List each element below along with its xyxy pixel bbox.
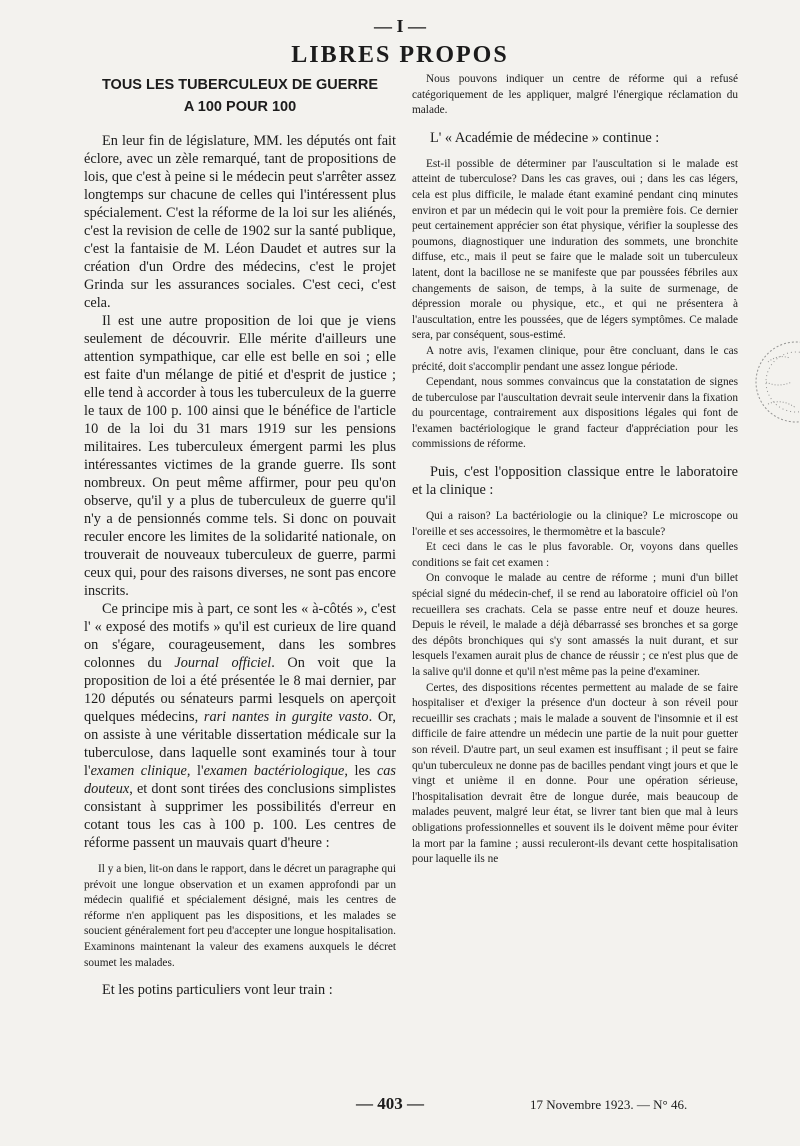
- right-quote-3: A notre avis, l'examen clinique, pour être concluant, dans le cas précité, doit s'accomplir pendant une assez longue période.: [412, 344, 738, 373]
- p3-text-a: Ce principe mis à part, ce sont les « à-côtés », c'est l' « exposé des motifs » qu'il est curieux de lire quand on s'égare, courageusement, dans les sombres colonnes du: [84, 601, 396, 671]
- p3-examen-clinique: examen clinique: [90, 763, 187, 779]
- right-column: [412, 72, 738, 868]
- page-number-top: — I —: [373, 16, 426, 36]
- p3-text-d: , l': [186, 763, 204, 779]
- right-quote-7: On convoque le malade au centre de réforme ; muni d'un billet spécial signé du médecin-chef, il se rend au laboratoire officiel où l'on recueillera ses crachats. Cela se passe entre neuf et douze heures. Depuis le réveil, le malade a déjà débarrassé ses bronches et sa gorge des dépôts bronchiques qui s'y sont amassés la nuit durant, et sur lesquels l'examen aurait plus de chance de réussir ; ce n'est plus que de la salive qu'il donne et qu'il n'est même pas la peine d'examiner.: [412, 572, 738, 678]
- p3-cas-douteux: cas douteux: [84, 763, 396, 797]
- p3-examen-bacteriologique: examen bactériologique: [203, 763, 345, 779]
- p3-journal-officiel: Journal officiel: [174, 655, 272, 671]
- paragraph-2: Il est une autre proposition de loi que je viens seulement de découvrir. Elle mérite d'ailleurs une attention sympathique, car elle est belle en soi ; elle est faite d'un mélange de pitié et d'esprit de justice ; elle tend à accorder à tous les tuberculeux de la guerre le taux de 100 p. 100 ainsi que le bénéfice de l'article 10 de la loi du 31 mars 1919 sur les pensions militaires. Les tuberculeux émergent parmi les plus intéressantes victimes de la grande guerre. Ils sont nombreux. On peut même affirmer, pour peu qu'on observe, qu'il y a plus de tuberculeux de guerre qu'il n'y a de pensionnés comme tels. Si donc on pouvait reculer encore les limites de la solidarité nationale, on trouverait de nouveaux tuberculeux de guerre, parmi ceux qui, pour des raisons diverses, ne sont pas encore inscrits.: [84, 313, 396, 599]
- p3-latin-phrase: rari nantes in gurgite vasto: [203, 709, 369, 725]
- right-quote-2: Est-il possible de déterminer par l'auscultation si le malade est atteint de tuberculose? Dans les cas graves, oui ; dans les cas légers, cela est plus difficile, le malade étant examiné pendant cinq minutes environ et par un médecin qui le voit pour la première fois. Ce dernier peut certainement apprécier son état physique, vérifier la souplesse des poumons, diagnostiquer une induration des sommets, une bronchite diffuse, etc., mais il peut se faire que le malade soit un tuberculeux latent, dont la bacillose ne se manifeste que par poussées fébriles aux changements de saison, de temps, à la suite de surmenage, de dépression morale ou physique, etc., et qui ne présentera à l'auscultation, entre les poussées, que de légers symptômes. Ce malade sera, par conséquent, sous-estimé.: [412, 157, 738, 342]
- paragraph-1: En leur fin de législature, MM. les députés ont fait éclore, avec un zèle remarqué, tant de propositions de lois, que c'est à peine si le médecin peut s'arrêter assez longtemps sur chacune de celles qui l'intéressent plus spécialement. C'est la réforme de la loi sur les aliénés, c'est la revision de celle de 1902 sur la santé publique, c'est la fantaisie de M. Léon Daudet et autres sur la création d'un Ordre des médecins, c'est le projet Grinda sur les assurances sociales. C'est ceci, c'est cela.: [84, 133, 396, 311]
- paragraph-3: [84, 600, 396, 852]
- p3-text-c: . Or, on assiste à une véritable dissertation médicale sur la tuberculose, dans laquelle sont examinés tour à tour l': [84, 709, 396, 779]
- quote-rapport: Il y a bien, lit-on dans le rapport, dans le décret un paragraphe qui prévoit une longue observation et un examen approfondi par un médecin qualifié et spécialement désigné, mais les centres de réforme n'en appliquent pas les dispositions, et les malades se soucient généralement fort peu d'accepter une longue hospitalisation. Examinons maintenant la valeur des examens auxquels le décret soumet les malades.: [84, 863, 396, 969]
- section-title: LIBRES PROPOS: [291, 42, 509, 68]
- right-quote-8: Certes, des dispositions récentes permettent au malade de se faire hospitaliser et d'exiger la présence d'un docteur à son réveil pour recueillir ses crachats ; mais le malade a souvent de l'insomnie et il est difficile de faire attendre un médecin une partie de la nuit pour guetter son réveil. D'autre part, un seul examen est insuffisant ; il peut se faire qu'un tuberculeux ne donne pas de bacilles pendant vingt jours et que le vingt et unième il en donne. Pour une opération sérieuse, l'hospitalisation devrait être de longue durée, mais beaucoup de malades peuvent, malgré leur état, se livrer tant bien que mal à leurs obligations professionnelles et souvent ils le doivent même pour éviter la mort par la famine ; aussi reculeront-ils devant cette hospitalisation pour laquelle ils ne: [412, 681, 738, 866]
- p3-text-e: , les: [344, 763, 377, 779]
- library-stamp-icon: [748, 312, 800, 452]
- article-title-line2: A 100 POUR 100: [183, 99, 297, 115]
- right-paragraph-academie: L' « Académie de médecine » continue :: [430, 129, 660, 146]
- p3-text-f: , et dont sont tirées des conclusions simplistes consistant à supprimer les possibilités d'erreur en cotant tous les cas à 100 p. 100. Les centres de réforme passent un mauvais quart d'heure :: [84, 781, 396, 851]
- right-quote-1: Nous pouvons indiquer un centre de réforme qui a refusé catégoriquement de les appliquer, malgré l'énergique réclamation du malade.: [412, 73, 738, 117]
- right-quote-5: Qui a raison? La bactériologie ou la clinique? Le microscope ou l'oreille et ses accessoires, le thermomètre et la bascule?: [412, 510, 738, 538]
- right-paragraph-opposition: Puis, c'est l'opposition classique entre le laboratoire et la clinique :: [412, 464, 738, 499]
- p3-text-b: . On voit que la proposition de loi a été présentée le 8 mai dernier, par 120 députés ou sénateurs parmi lesquels on aperçoit quelques médecins,: [84, 655, 396, 725]
- left-column: [84, 72, 396, 999]
- article-title: [84, 74, 396, 118]
- right-quote-4: Cependant, nous sommes convaincus que la constatation de signes de tuberculose par l'auscultation devrait seule intervenir dans la fixation du pourcentage, contrairement aux dispositions légales qui font de l'examen bactériologique le grand facteur d'appréciation pour les commissions de réforme.: [412, 376, 738, 451]
- page-number-bottom: — 403 —: [356, 1094, 424, 1113]
- article-title-line1: TOUS LES TUBERCULEUX DE GUERRE: [101, 77, 379, 93]
- issue-date: 17 Novembre 1923. — N° 46.: [530, 1097, 688, 1112]
- paragraph-4: Et les potins particuliers vont leur train :: [102, 982, 333, 999]
- right-quote-6: Et ceci dans le cas le plus favorable. Or, voyons dans quelles conditions se fait cet examen :: [412, 541, 738, 569]
